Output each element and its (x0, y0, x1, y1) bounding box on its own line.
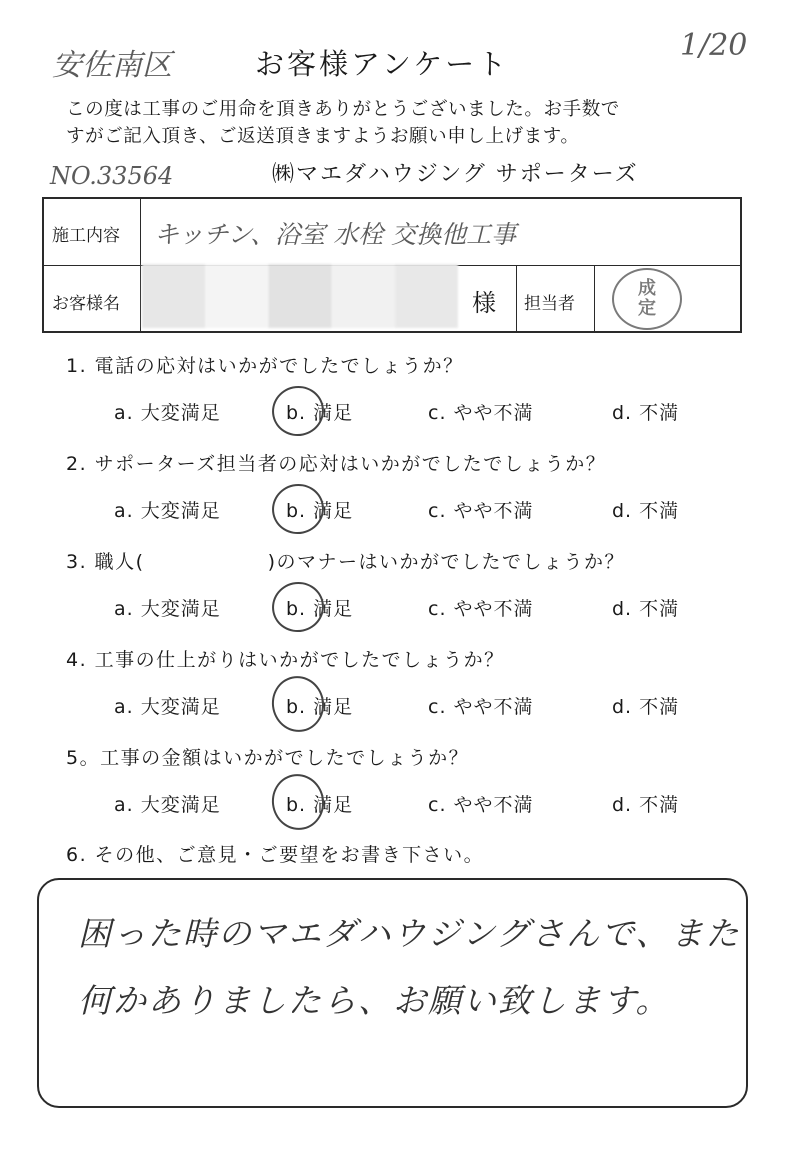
intro-line-1: この度は工事のご用命を頂きありがとうございました。お手数で (66, 99, 620, 120)
page-title: お客様アンケート (255, 47, 510, 81)
honorific-label: 様 (472, 289, 496, 317)
question-4: 4. 工事の仕上がりはいかがでしたでしょうか？ (66, 649, 505, 671)
option-c[interactable]: c. やや不満 (428, 598, 534, 620)
question-2: 2. サポーターズ担当者の応対はいかがでしたでしょうか？ (66, 453, 607, 475)
survey-number: NO.33564 (50, 162, 174, 190)
label-column-divider (140, 199, 141, 331)
option-d[interactable]: d. 不満 (612, 402, 680, 424)
option-a[interactable]: a. 大変満足 (114, 402, 221, 424)
answer-circle (267, 577, 328, 637)
option-b[interactable]: b. 満足 (286, 794, 354, 816)
seal-char-top: 成 (638, 278, 656, 299)
option-b[interactable]: b. 満足 (286, 500, 354, 522)
staff-seal (612, 268, 682, 330)
company-name: ㈱マエダハウジング サポーターズ (272, 162, 639, 187)
staff-divider (594, 265, 595, 331)
option-c[interactable]: c. やや不満 (428, 794, 534, 816)
question-1: 1. 電話の応対はいかがでしたでしょうか？ (66, 355, 464, 377)
area-handwriting: 安佐南区 (52, 48, 172, 83)
staff-label: 担当者 (524, 294, 575, 314)
comment-line-1: 困った時のマエダハウジングさんで、また (78, 914, 741, 953)
option-d[interactable]: d. 不満 (612, 696, 680, 718)
question-5: 5。工事の金額はいかがでしたでしょうか？ (66, 747, 470, 769)
option-a[interactable]: a. 大変満足 (114, 500, 221, 522)
customer-name-redacted (142, 264, 458, 328)
option-d[interactable]: d. 不満 (612, 794, 680, 816)
customer-name-label: お客様名 (52, 294, 120, 314)
option-c[interactable]: c. やや不満 (428, 696, 534, 718)
intro-line-2: すがご記入頂き、ご返送頂きますようお願い申し上げます。 (66, 126, 580, 147)
comment-line-2: 何かありましたら、お願い致します。 (78, 981, 671, 1020)
option-c[interactable]: c. やや不満 (428, 500, 534, 522)
answer-circle (267, 769, 330, 835)
option-d[interactable]: d. 不満 (612, 598, 680, 620)
answer-circle (267, 381, 328, 441)
option-b[interactable]: b. 満足 (286, 598, 354, 620)
question-6: 6. その他、ご意見・ご要望をお書き下さい。 (66, 844, 485, 866)
option-d[interactable]: d. 不満 (612, 500, 680, 522)
answer-circle (267, 479, 328, 539)
option-c[interactable]: c. やや不満 (428, 402, 534, 424)
honorific-divider (516, 265, 517, 331)
option-b[interactable]: b. 満足 (286, 402, 354, 424)
answer-circle (267, 671, 330, 737)
option-a[interactable]: a. 大変満足 (114, 794, 221, 816)
date-handwriting: 1/20 (680, 28, 748, 63)
option-b[interactable]: b. 満足 (286, 696, 354, 718)
question-3: 3. 職人( )のマナーはいかがでしたでしょうか？ (66, 551, 625, 573)
option-a[interactable]: a. 大変満足 (114, 598, 221, 620)
work-content-value: キッチン、浴室 水栓 交換他工事 (154, 220, 517, 249)
seal-char-bottom: 定 (638, 298, 656, 319)
work-content-label: 施工内容 (52, 226, 120, 246)
option-a[interactable]: a. 大変満足 (114, 696, 221, 718)
